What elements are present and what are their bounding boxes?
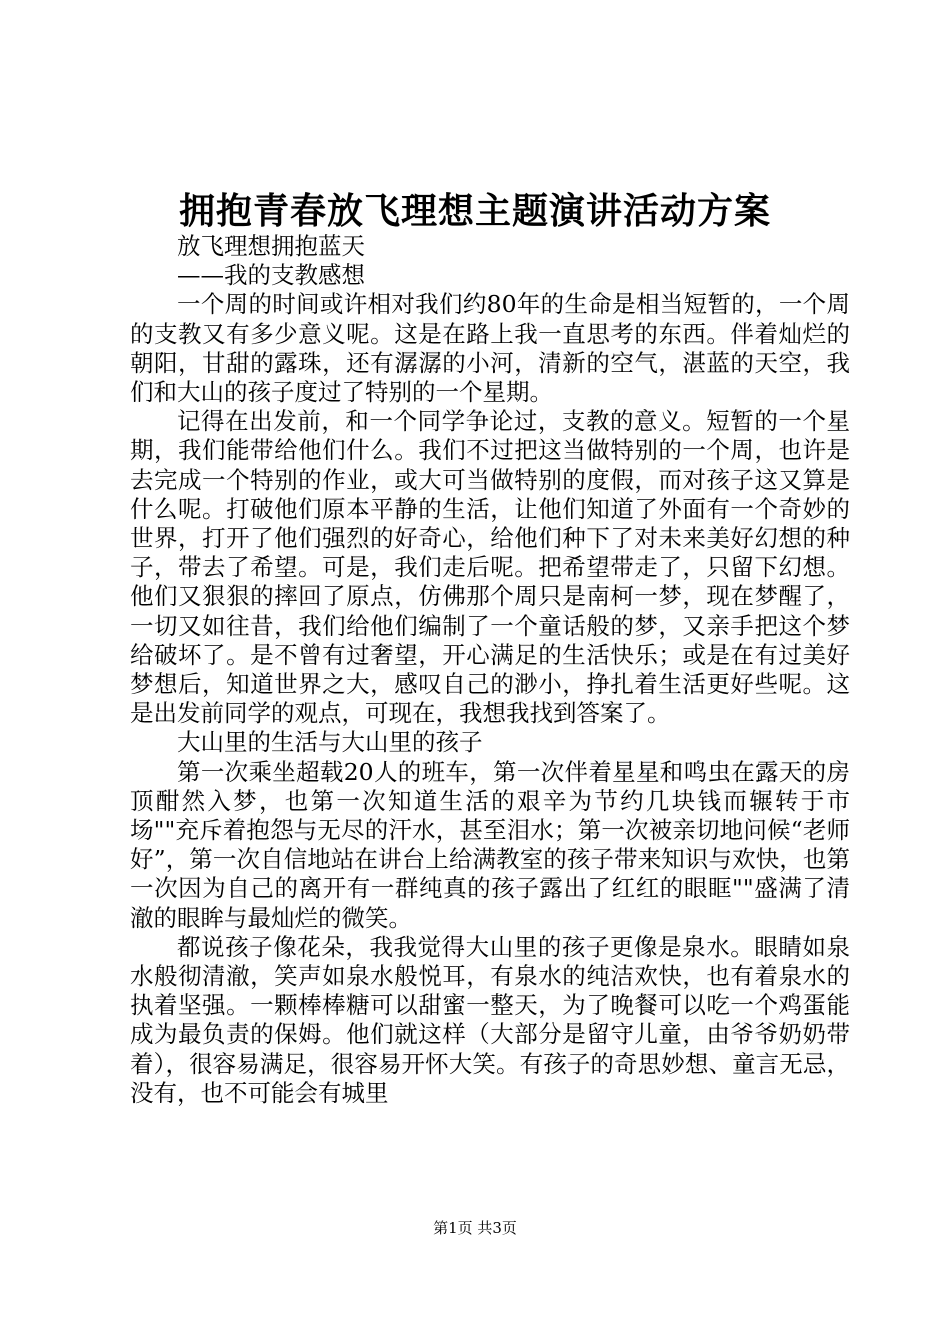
document-body bbox=[130, 232, 850, 1108]
body-paragraph: 第一次乘坐超载20人的班车，第一次伴着星星和鸣虫在露天的房顶酣然入梦，也第一次知道生活的艰辛为节约几块钱而辗转于市场""充斥着抱怨与无尽的汗水，甚至泪水；第一次被亲切地问候“老师好”，第一次自信地站在讲台上给满教室的孩子带来知识与欢快，也第一次因为自己的离开有一群纯真的孩子露出了红红的眼眶""盛满了清澈的眼眸与最灿烂的微笑。 bbox=[130, 757, 850, 932]
section-heading: 大山里的生活与大山里的孩子 bbox=[177, 728, 483, 757]
page-number: 第1页 共3页 bbox=[433, 1219, 517, 1237]
subtitle-line: ——我的支教感想 bbox=[177, 261, 365, 290]
document-title: 拥抱青春放飞理想主题演讲活动方案 bbox=[178, 190, 771, 232]
body-paragraph: 都说孩子像花朵，我我觉得大山里的孩子更像是泉水。眼睛如泉水般彻清澈，笑声如泉水般悦耳，有泉水的纯洁欢快，也有着泉水的执着坚强。一颗棒棒糖可以甜蜜一整天，为了晚餐可以吃一个鸡蛋能成为最负责的保姆。他们就这样（大部分是留守儿童，由爷爷奶奶带着），很容易满足，很容易开怀大笑。有孩子的奇思妙想、童言无忌，没有，也不可能会有城里 bbox=[130, 932, 850, 1107]
subtitle-line: 放飞理想拥抱蓝天 bbox=[177, 232, 365, 260]
body-paragraph: 记得在出发前，和一个同学争论过，支教的意义。短暂的一个星期，我们能带给他们什么。我们不过把这当做特别的一个周，也许是去完成一个特别的作业，或大可当做特别的度假，而对孩子这又算是什么呢。打破他们原本平静的生活，让他们知道了外面有一个奇妙的世界，打开了他们强烈的好奇心，给他们种下了对未来美好幻想的种子，带去了希望。可是，我们走后呢。把希望带走了，只留下幻想。他们又狠狠的摔回了原点，仿佛那个周只是南柯一梦，现在梦醒了，一切又如往昔，我们给他们编制了一个童话般的梦，又亲手把这个梦给破坏了。是不曾有过奢望，开心满足的生活快乐；或是在有过美好梦想后，知道世界之大，感叹自己的渺小，挣扎着生活更好些呢。这是出发前同学的观点，可现在，我想我找到答案了。 bbox=[130, 407, 850, 728]
body-paragraph: 一个周的时间或许相对我们约80年的生命是相当短暂的，一个周的支教又有多少意义呢。这是在路上我一直思考的东西。伴着灿烂的朝阳，甘甜的露珠，还有潺潺的小河，清新的空气，湛蓝的天空，我们和大山的孩子度过了特别的一个星期。 bbox=[130, 290, 850, 407]
